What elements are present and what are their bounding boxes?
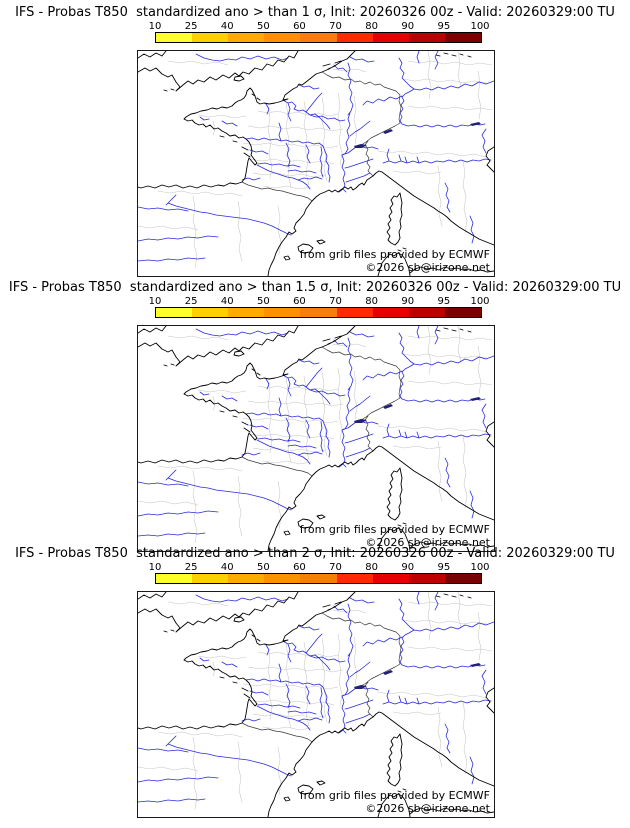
- rivers-spain: [138, 736, 291, 802]
- admin-boundaries-neighbors: [138, 326, 492, 543]
- rivers-italy: [383, 670, 491, 784]
- panel-sigma-2: [0, 546, 630, 818]
- rivers-rhone: [339, 654, 378, 733]
- france-map: [138, 592, 494, 817]
- colorbar-segment: [156, 33, 192, 42]
- base-map-svg: [138, 592, 494, 817]
- panel-title: IFS - Probas T850 standardized ano > than 1 σ, Init: 20260326 00z - Valid: 20260329:00 TU: [15, 5, 615, 20]
- colorbar-tick-label: 90: [401, 562, 415, 573]
- coastline-spain: [138, 182, 312, 276]
- colorbar-segment: [156, 308, 192, 317]
- colorbar-tick-label: 40: [220, 21, 234, 32]
- border-switzerland-italy: [356, 398, 400, 451]
- colorbar-tick-label: 10: [148, 21, 162, 32]
- rivers-italy: [383, 404, 491, 518]
- colorbar-tick-label: 70: [329, 21, 342, 32]
- colorbar-tick-label: 60: [293, 296, 306, 307]
- colorbar-segment: [337, 308, 373, 317]
- colorbar-tick-label: 25: [184, 296, 198, 307]
- island-corsica: [387, 734, 402, 786]
- rivers-loire-garonne: [242, 664, 330, 730]
- rivers-loire-garonne: [242, 123, 330, 189]
- rivers-england: [196, 595, 288, 602]
- coastline-spain: [138, 457, 312, 551]
- colorbar-segment: [264, 308, 300, 317]
- colorbar-tick-label: 25: [184, 21, 198, 32]
- coastline-spain: [138, 723, 312, 817]
- colorbar-segment: [192, 33, 228, 42]
- border-switzerland-italy: [356, 664, 400, 717]
- colorbar-tick-label: 100: [470, 296, 490, 307]
- probability-colorbar: [148, 562, 490, 584]
- coastline-england: [138, 592, 298, 641]
- colorbar-tick-label: 40: [220, 562, 234, 573]
- rivers-lowlands-germany: [334, 51, 494, 127]
- colorbar-tick-label: 60: [293, 21, 306, 32]
- border-pyrenees: [242, 182, 312, 201]
- rivers-spain: [138, 195, 291, 261]
- colorbar-segment: [264, 574, 300, 583]
- rivers-rhone: [339, 113, 378, 192]
- colorbar-tick-label: 95: [437, 296, 451, 307]
- colorbar-segment: [445, 33, 481, 42]
- colorbar-tick-label: 80: [365, 21, 379, 32]
- island-corsica: [387, 468, 402, 520]
- colorbar-tick-label: 100: [470, 562, 490, 573]
- colorbar-segment: [445, 308, 481, 317]
- colorbar-tick-row: [148, 562, 490, 573]
- colorbar-segment: [373, 33, 409, 42]
- colorbar-tick-label: 95: [437, 562, 451, 573]
- colorbar-scale: [155, 307, 482, 318]
- border-pyrenees: [242, 723, 312, 742]
- colorbar-tick-row: [148, 296, 490, 307]
- colorbar-segment: [192, 574, 228, 583]
- colorbar-segment: [228, 574, 264, 583]
- copyright-text: ©2026 sb@irizone.net: [365, 261, 490, 274]
- colorbar-tick-label: 10: [148, 296, 162, 307]
- colorbar-segment: [300, 574, 336, 583]
- colorbar-tick-label: 50: [256, 21, 270, 32]
- colorbar-segment: [409, 574, 445, 583]
- colorbar-tick-label: 90: [401, 296, 415, 307]
- colorbar-segment: [192, 308, 228, 317]
- panel-sigma-1-5: [0, 280, 630, 552]
- copyright-text: ©2026 sb@irizone.net: [365, 802, 490, 815]
- colorbar-tick-label: 100: [470, 21, 490, 32]
- border-switzerland-italy: [356, 123, 400, 176]
- rivers-england: [196, 54, 288, 61]
- panel-title: IFS - Probas T850 standardized ano > than 1.5 σ, Init: 20260326 00z - Valid: 20260329:00 TU: [8, 280, 622, 295]
- colorbar-segment: [337, 574, 373, 583]
- colorbar-tick-label: 50: [256, 296, 270, 307]
- rivers-italy: [383, 129, 491, 243]
- colorbar-segment: [445, 574, 481, 583]
- colorbar-segment: [373, 308, 409, 317]
- rivers-england: [196, 329, 288, 336]
- colorbar-tick-label: 95: [437, 21, 451, 32]
- rivers-rhone: [339, 388, 378, 467]
- colorbar-segment: [228, 33, 264, 42]
- data-credit-text: from grib files provided by ECMWF: [299, 248, 490, 261]
- rivers-lowlands-germany: [334, 592, 494, 668]
- rivers-lowlands-germany: [334, 326, 494, 402]
- colorbar-segment: [300, 308, 336, 317]
- data-credit-text: from grib files provided by ECMWF: [299, 789, 490, 802]
- colorbar-tick-label: 25: [184, 562, 198, 573]
- island-corsica: [387, 193, 402, 245]
- panel-sigma-1: [0, 5, 630, 277]
- colorbar-tick-row: [148, 21, 490, 32]
- admin-boundaries-neighbors: [138, 592, 492, 809]
- base-map-svg: [138, 326, 494, 551]
- colorbar-segment: [300, 33, 336, 42]
- admin-boundaries-neighbors: [138, 51, 492, 268]
- map-frame: [137, 591, 495, 818]
- colorbar-tick-label: 40: [220, 296, 234, 307]
- france-map: [138, 326, 494, 551]
- coastline-england: [138, 326, 298, 375]
- probability-colorbar: [148, 21, 490, 43]
- colorbar-segment: [409, 33, 445, 42]
- colorbar-tick-label: 70: [329, 296, 342, 307]
- colorbar-tick-label: 80: [365, 562, 379, 573]
- map-frame: [137, 50, 495, 277]
- rivers-spain: [138, 470, 291, 536]
- copyright-text: ©2026 sb@irizone.net: [365, 536, 490, 549]
- colorbar-tick-label: 60: [293, 562, 306, 573]
- base-map-svg: [138, 51, 494, 276]
- colorbar-tick-label: 10: [148, 562, 162, 573]
- colorbar-tick-label: 80: [365, 296, 379, 307]
- colorbar-scale: [155, 32, 482, 43]
- colorbar-segment: [409, 308, 445, 317]
- coastline-england: [138, 51, 298, 100]
- colorbar-scale: [155, 573, 482, 584]
- colorbar-tick-label: 70: [329, 562, 342, 573]
- map-frame: [137, 325, 495, 552]
- rivers-loire-garonne: [242, 398, 330, 464]
- colorbar-segment: [156, 574, 192, 583]
- france-map: [138, 51, 494, 276]
- panel-title: IFS - Probas T850 standardized ano > than 2 σ, Init: 20260326 00z - Valid: 20260329:00 TU: [15, 546, 615, 561]
- colorbar-tick-label: 50: [256, 562, 270, 573]
- colorbar-segment: [228, 308, 264, 317]
- probability-colorbar: [148, 296, 490, 318]
- colorbar-segment: [373, 574, 409, 583]
- data-credit-text: from grib files provided by ECMWF: [299, 523, 490, 536]
- colorbar-tick-label: 90: [401, 21, 415, 32]
- border-pyrenees: [242, 457, 312, 476]
- colorbar-segment: [264, 33, 300, 42]
- colorbar-segment: [337, 33, 373, 42]
